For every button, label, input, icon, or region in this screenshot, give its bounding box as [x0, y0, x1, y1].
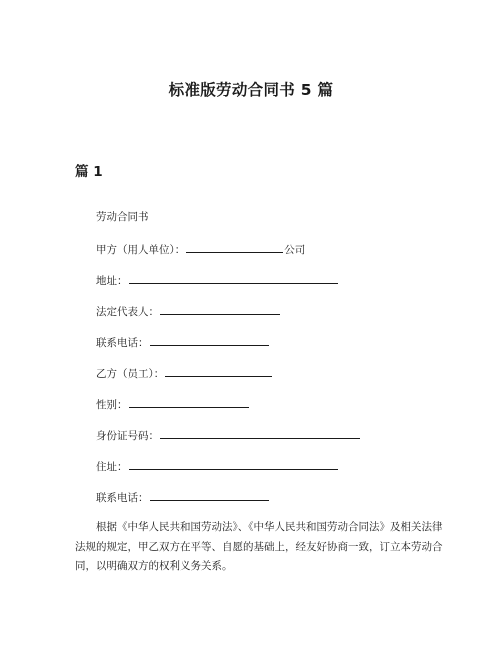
id-number-line [96, 427, 361, 443]
party-b-blank [165, 365, 272, 377]
address-blank [129, 272, 338, 284]
address-label: 地址： [96, 275, 128, 287]
party-a-suffix: 公司 [284, 244, 306, 256]
party-a-line [96, 241, 305, 257]
phone-b-blank [150, 489, 269, 501]
document-title: 标准版劳动合同书 5 篇 [168, 81, 334, 99]
gender-blank [129, 396, 249, 408]
gender-line [96, 396, 250, 412]
id-number-label: 身份证号码： [96, 430, 159, 442]
address-line [96, 272, 339, 288]
gender-label: 性别： [96, 399, 128, 411]
party-a-label: 甲方（用人单位）： [96, 244, 186, 256]
preamble-text: 根据《中华人民共和国劳动法》、《中华人民共和国劳动合同法》及相关法律法规的规定，甲乙双方在平等、自愿的基础上，经友好协商一致，订立本劳动合同，以明确双方的权利义务关系。 [75, 521, 443, 572]
party-b-label: 乙方（员工）： [96, 368, 165, 380]
phone-a-label: 联系电话： [96, 337, 149, 349]
residence-blank [129, 458, 338, 470]
legal-rep-blank [160, 303, 280, 315]
legal-rep-line [96, 303, 281, 319]
phone-a-blank [150, 334, 269, 346]
phone-b-line [96, 489, 270, 505]
contract-title: 劳动合同书 [96, 211, 149, 223]
legal-rep-label: 法定代表人： [96, 306, 159, 318]
phone-b-label: 联系电话： [96, 492, 149, 504]
id-number-blank [160, 427, 360, 439]
residence-line [96, 458, 339, 474]
section-heading: 篇 1 [75, 164, 103, 180]
preamble-paragraph [75, 518, 445, 577]
party-b-line [96, 365, 273, 381]
residence-label: 住址： [96, 461, 128, 473]
phone-a-line [96, 334, 270, 350]
party-a-blank [186, 241, 283, 253]
